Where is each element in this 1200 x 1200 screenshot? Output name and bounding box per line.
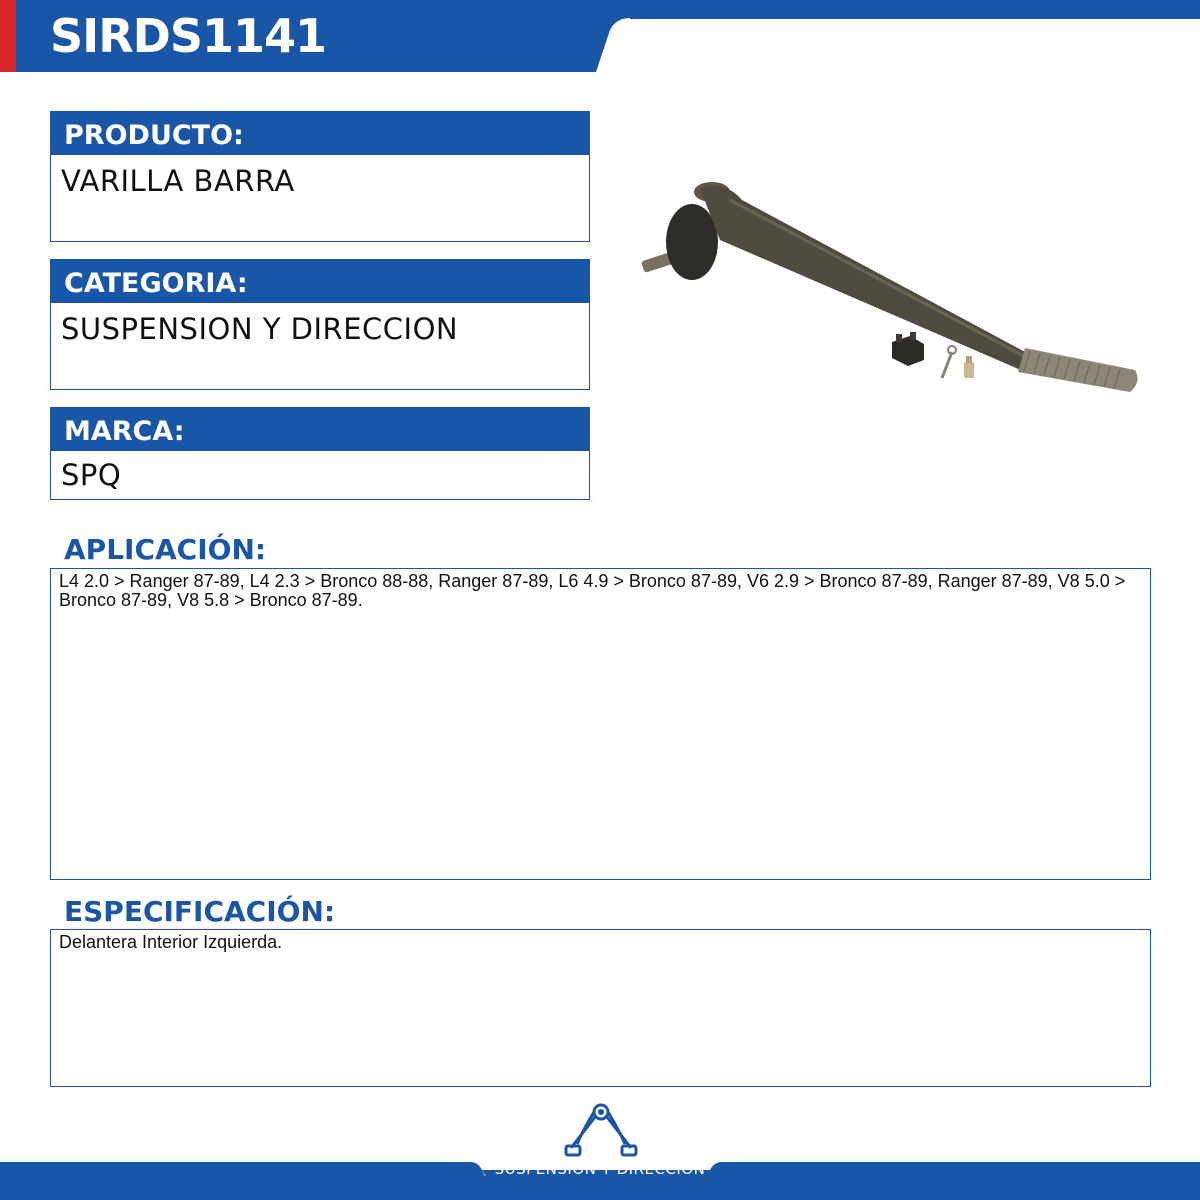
sku-title: SIRDS1141 (50, 9, 327, 63)
especificacion-heading: ESPECIFICACIÓN: (64, 895, 336, 928)
aplicacion-heading: APLICACIÓN: (64, 533, 267, 566)
producto-label: PRODUCTO: (51, 112, 589, 158)
producto-box (50, 111, 590, 242)
especificacion-box (50, 929, 1151, 1087)
red-accent-tab (0, 0, 16, 72)
footer-category-label: SUSPENSIÓN Y DIRECCIÓN (494, 1160, 706, 1178)
categoria-box (50, 259, 590, 390)
aplicacion-box (50, 568, 1151, 880)
categoria-label: CATEGORIA: (51, 260, 589, 306)
producto-value: VARILLA BARRA (61, 164, 295, 198)
categoria-value: SUSPENSION Y DIRECCION (61, 312, 459, 346)
marca-box (50, 407, 590, 500)
especificacion-text: Delantera Interior Izquierda. (59, 932, 283, 952)
marca-label: MARCA: (51, 408, 589, 454)
aplicacion-text: L4 2.0 > Ranger 87-89, L4 2.3 > Bronco 88-88, Ranger 87-89, L6 4.9 > Bronco 87-89, V6 2.9 > Bronco 87-89, Ranger 87-89, V8 5.0 > Bronco 87-89, V8 5.8 > Bronco 87-89. (59, 571, 1126, 610)
marca-value: SPQ (61, 458, 122, 492)
tie-rod-image (630, 170, 1150, 410)
control-arm-icon (563, 1100, 639, 1160)
